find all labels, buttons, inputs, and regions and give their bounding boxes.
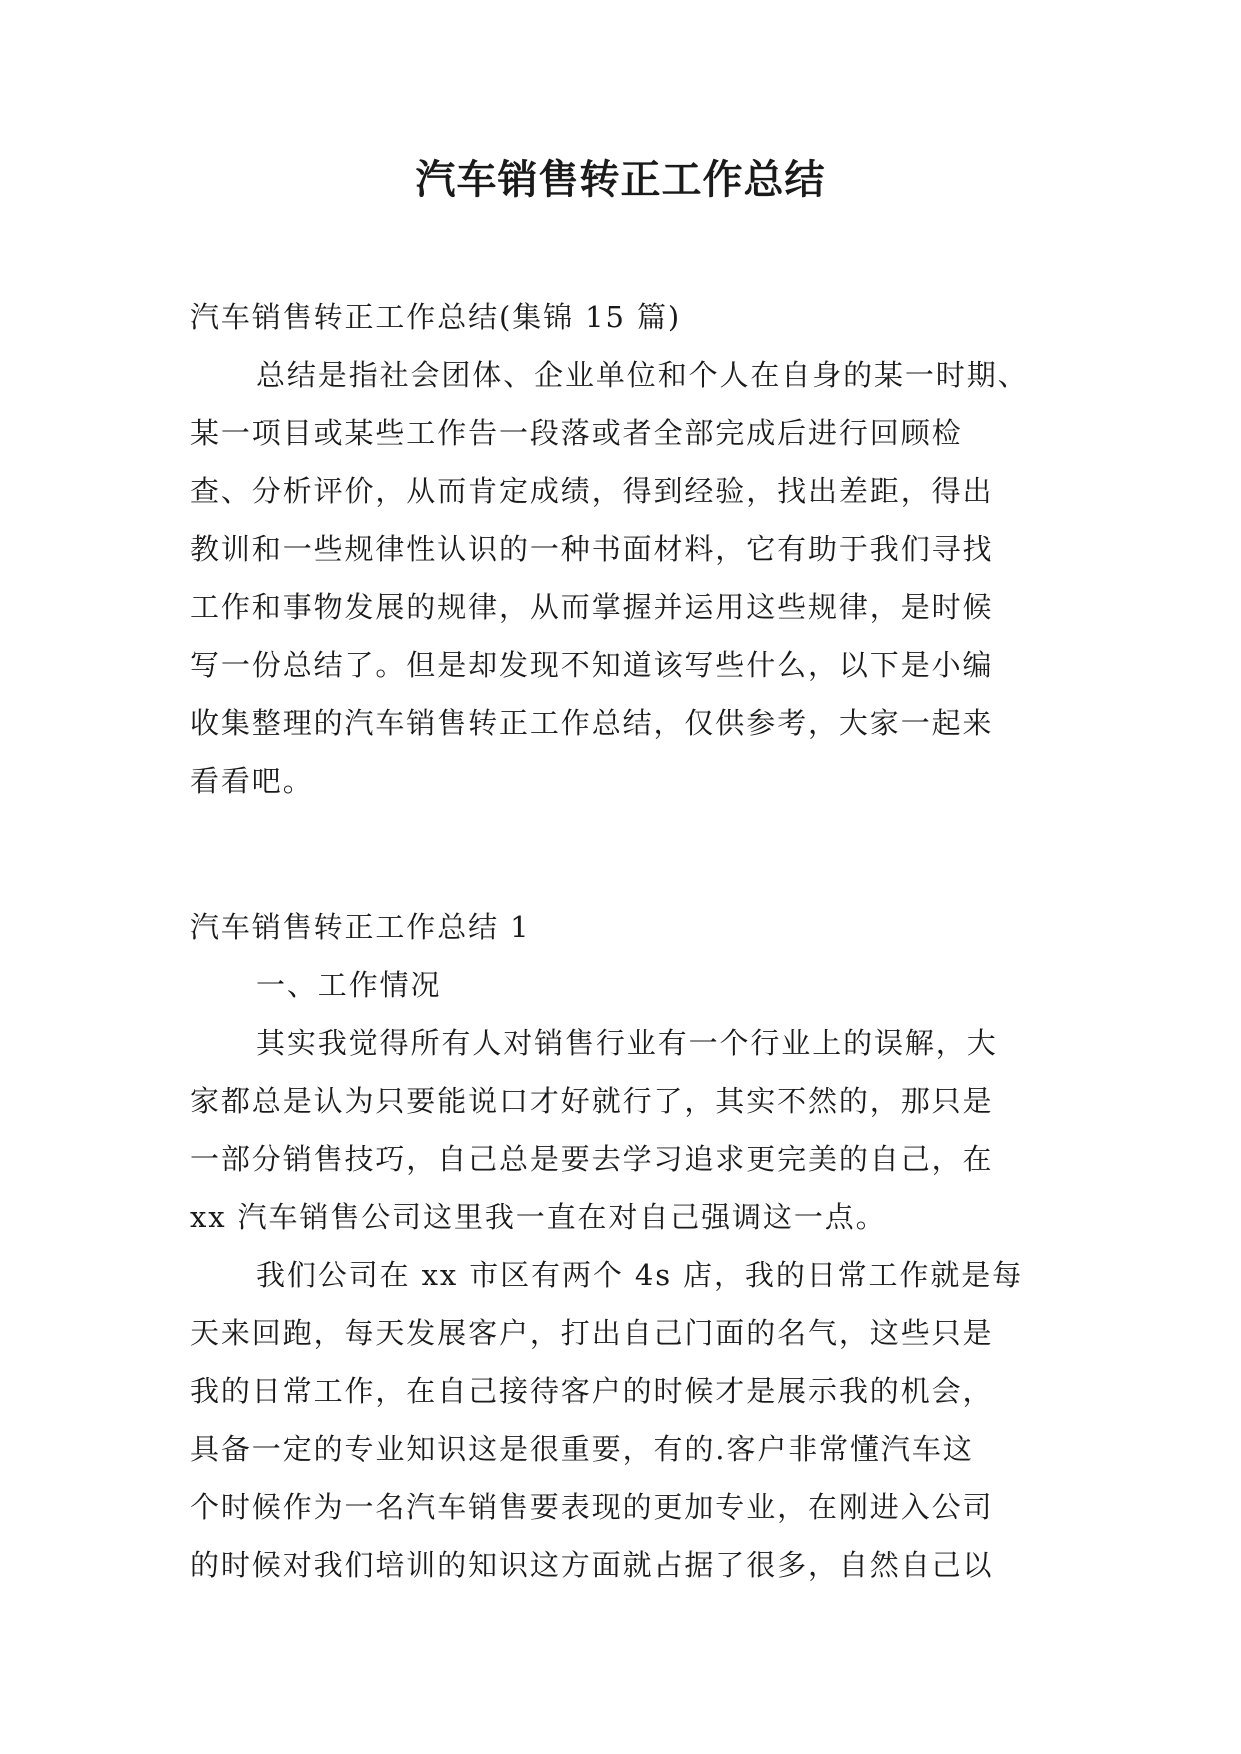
section-heading: 汽车销售转正工作总结 1 [190,910,531,944]
document-body [190,288,1058,1594]
text-line: 家都总是认为只要能说口才好就行了，其实不然的，那只是 [190,1084,994,1118]
text-line: xx 汽车销售公司这里我一直在对自己强调这一点。 [190,1200,887,1234]
text-line: 查、分析评价，从而肯定成绩，得到经验，找出差距，得出 [190,474,994,508]
text-line: 收集整理的汽车销售转正工作总结，仅供参考，大家一起来 [190,706,994,740]
text-line: 的时候对我们培训的知识这方面就占据了很多，自然自己以 [190,1548,994,1582]
section-paragraph-1 [190,1014,1058,1246]
text-line: 教训和一些规律性认识的一种书面材料，它有助于我们寻找 [190,532,994,566]
section-spacer [190,810,1058,898]
text-line: 某一项目或某些工作告一段落或者全部完成后进行回顾检 [190,416,963,450]
section-paragraph-2 [190,1246,1058,1594]
document-title: 汽车销售转正工作总结 [415,156,826,203]
text-line: 写一份总结了。但是却发现不知道该写些什么，以下是小编 [190,648,994,682]
text-line: 看看吧。 [190,764,314,798]
section-subheading: 一、工作情况 [256,968,442,1002]
text-line: 我的日常工作，在自己接待客户的时候才是展示我的机会， [190,1374,994,1408]
intro-subtitle: 汽车销售转正工作总结(集锦 15 篇) [190,300,682,334]
text-line: 一部分销售技巧，自己总是要去学习追求更完美的自己，在 [190,1142,994,1176]
text-line: 我们公司在 xx 市区有两个 4s 店，我的日常工作就是每 [256,1258,1024,1292]
text-line: 工作和事物发展的规律，从而掌握并运用这些规律，是时候 [190,590,994,624]
text-line: 天来回跑，每天发展客户，打出自己门面的名气，这些只是 [190,1316,994,1350]
intro-paragraph [190,346,1058,810]
text-line: 具备一定的专业知识这是很重要，有的.客户非常懂汽车这 [190,1432,974,1466]
text-line: 其实我觉得所有人对销售行业有一个行业上的误解，大 [256,1026,998,1060]
text-line: 个时候作为一名汽车销售要表现的更加专业，在刚进入公司 [190,1490,994,1524]
text-line: 总结是指社会团体、企业单位和个人在自身的某一时期、 [256,358,1029,392]
